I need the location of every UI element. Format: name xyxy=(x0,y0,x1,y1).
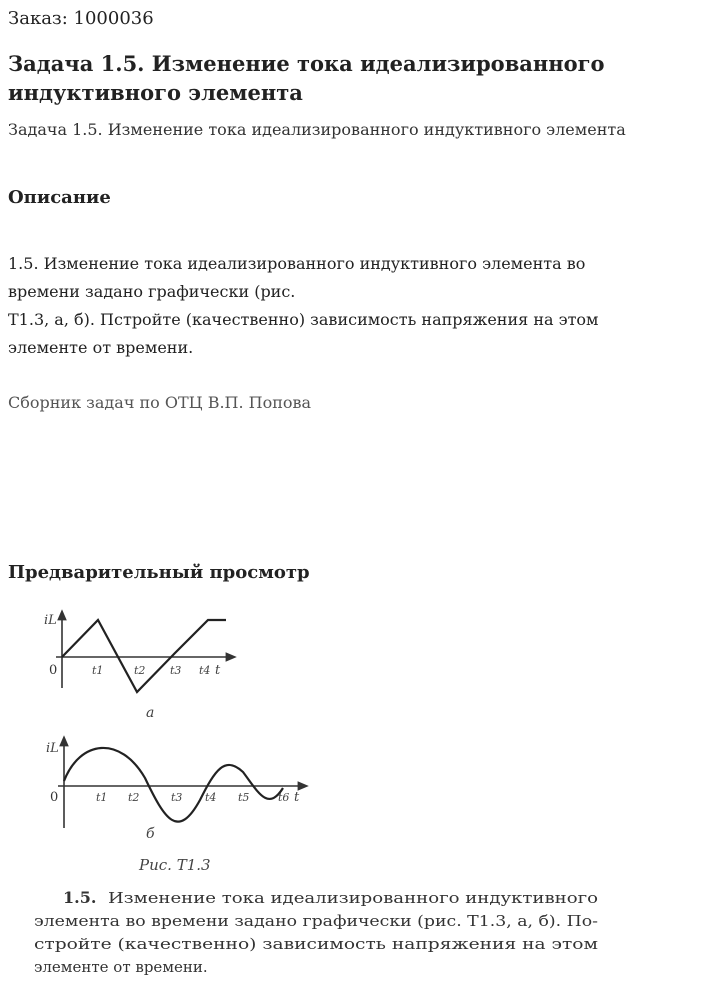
graph-b-tick: t3 xyxy=(171,791,183,804)
book-text xyxy=(34,888,598,976)
description-line: 1.5. Изменение тока идеализированного индуктивного элемента во xyxy=(8,254,586,273)
description-text xyxy=(8,250,688,362)
description-line: Т1.3, а, б). Пстройте (качественно) зависимость напряжения на этом xyxy=(8,310,599,329)
graph-a-ylabel: iL xyxy=(44,613,57,628)
graph-a-tick: t xyxy=(215,663,221,678)
graph-a-tick: t2 xyxy=(134,664,146,677)
graph-b-tick: t2 xyxy=(128,791,140,804)
book-text-number: 1.5. xyxy=(63,888,97,907)
graph-a-tick: t4 xyxy=(199,664,211,677)
description-heading: Описание xyxy=(8,187,111,208)
preview-image xyxy=(0,600,701,994)
order-number: Заказ: 1000036 xyxy=(8,8,154,29)
graph-b-caption: б xyxy=(146,826,155,842)
graph-b-ylabel: iL xyxy=(46,741,59,756)
graph-b-tick: t6 xyxy=(278,791,290,804)
graph-a-tick: t3 xyxy=(170,664,182,677)
preview-heading: Предварительный просмотр xyxy=(8,562,310,583)
graph-a-caption: а xyxy=(146,705,155,721)
graph-b-tick: t1 xyxy=(96,791,108,804)
graph-a xyxy=(44,613,232,721)
description-line: времени задано графически (рис. xyxy=(8,282,296,301)
graph-a-tick: t1 xyxy=(92,664,104,677)
graph-b-tick: t xyxy=(294,790,300,805)
figure-caption: Рис. Т1.3 xyxy=(139,856,211,874)
page-title: Задача 1.5. Изменение тока идеализированного индуктивного элемента xyxy=(8,51,605,105)
graph-b-tick: t5 xyxy=(238,791,250,804)
source-note: Сборник задач по ОТЦ В.П. Попова xyxy=(8,393,312,412)
book-text-line: элементе от времени. xyxy=(34,958,208,976)
scanned-figure xyxy=(0,600,701,994)
graph-b-origin: 0 xyxy=(50,790,59,805)
book-text-line: Изменение тока идеализированного индуктивного xyxy=(108,889,598,907)
graph-b xyxy=(46,740,304,842)
graph-b-tick: t4 xyxy=(205,791,217,804)
graph-a-origin: 0 xyxy=(49,663,58,678)
description-line: элементе от времени. xyxy=(8,338,194,357)
book-text-line: стройте (качественно) зависимость напряжения на этом xyxy=(34,935,599,953)
page-subtitle: Задача 1.5. Изменение тока идеализированного индуктивного элемента xyxy=(8,120,626,139)
book-text-line: элемента во времени задано графически (рис. Т1.3, а, б). По- xyxy=(34,912,598,930)
graph-a-current-curve xyxy=(62,620,226,692)
graph-b-current-curve xyxy=(64,748,283,822)
